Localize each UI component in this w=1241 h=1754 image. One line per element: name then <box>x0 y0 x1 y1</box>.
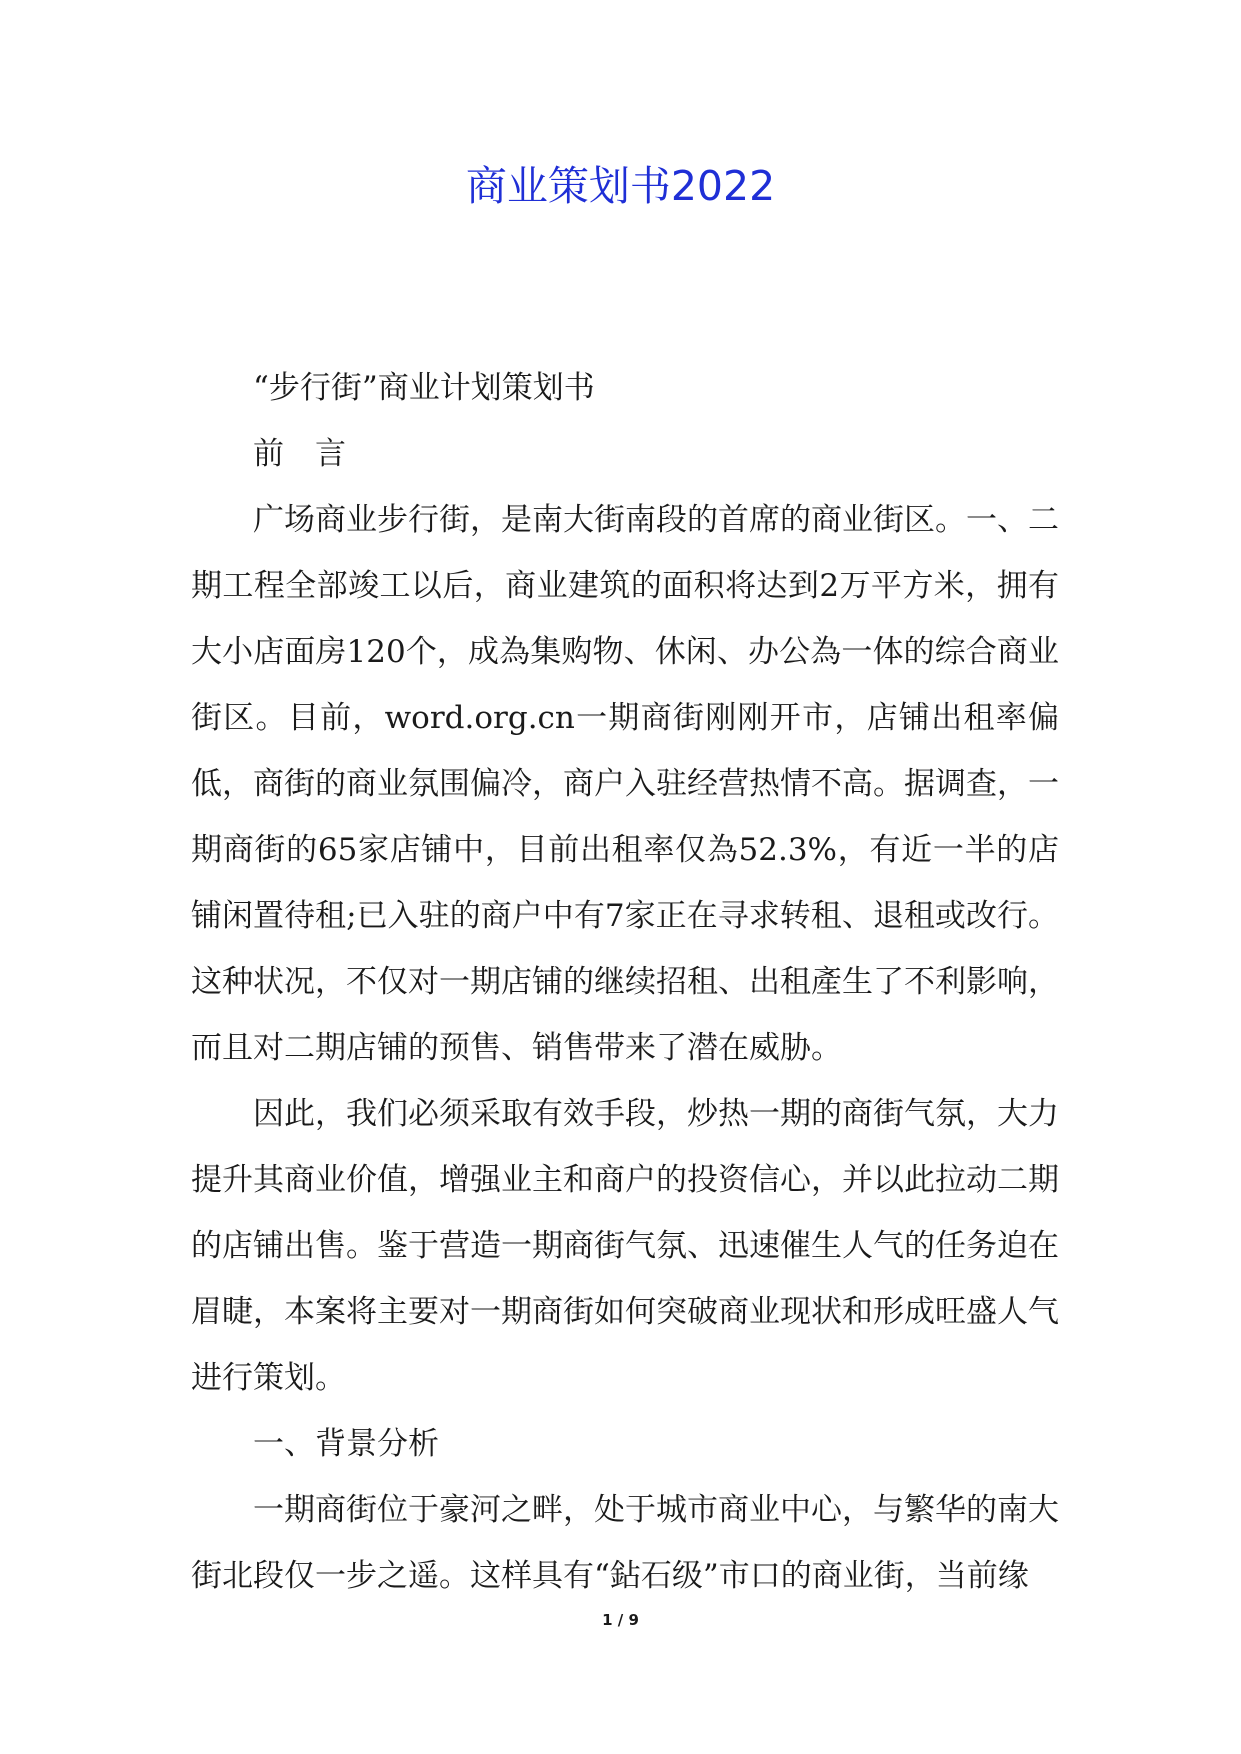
section-heading: 一、背景分析 <box>253 1426 439 1462</box>
page-number: 1 / 9 <box>602 1611 639 1629</box>
preface-heading: 前 言 <box>253 436 346 472</box>
body-paragraph: 一期商街位于豪河之畔，处于城市商业中心，与繁华的南大街北段仅一步之遥。这样具有“鉆石级”市口的商业街，当前缘 <box>191 1492 1059 1594</box>
document-body <box>191 355 1059 1609</box>
body-paragraph: 广场商业步行街，是南大街南段的首席的商业街区。一、二期工程全部竣工以后，商业建筑的面积将达到2万平方米，拥有大小店面房120个，成為集购物、休闲、办公為一体的综合商业街区。目前，word.org.cn一期商街刚刚开市，店铺出租率偏低，商街的商业氛围偏冷，商户入驻经营热情不高。据调查，一期商街的65家店铺中，目前出租率仅為52.3%，有近一半的店铺闲置待租;已入驻的商户中有7家正在寻求转租、退租或改行。这种状况，不仅对一期店铺的继续招租、出租產生了不利影响，而且对二期店铺的预售、销售带来了潜在威胁。 <box>191 502 1059 1066</box>
subtitle-paragraph: “步行街”商业计划策划书 <box>253 370 595 406</box>
document-title: 商业策划书2022 <box>465 162 776 210</box>
body-paragraph: 因此，我们必须采取有效手段，炒热一期的商街气氛，大力提升其商业价值，增强业主和商户的投资信心，并以此拉动二期的店铺出售。鉴于营造一期商街气氛、迅速催生人气的任务迫在眉睫，本案将主要对一期商街如何突破商业现状和形成旺盛人气进行策划。 <box>191 1096 1059 1396</box>
